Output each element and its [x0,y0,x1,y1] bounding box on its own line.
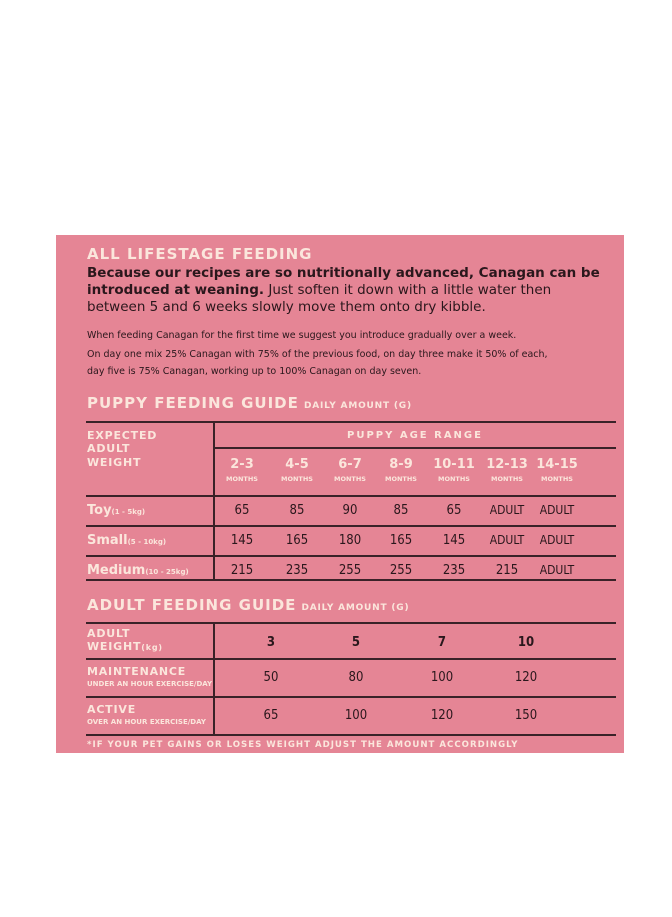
table-cell: 145 [230,533,254,548]
table-cell: 65 [234,503,250,518]
row-label-medium [87,563,189,578]
adult-weight-unit: (kg) [141,643,163,652]
months-label-4: MONTHS [385,475,417,483]
table-cell: 215 [495,563,519,578]
table-cell: 150 [514,708,538,723]
adult-weight-label-1: ADULT [87,627,131,640]
puppy-table-top-rule [86,421,616,423]
adult-weight-label-2-text: WEIGHT [87,640,142,653]
table-cell: 100 [430,670,454,685]
table-cell: 80 [348,670,364,685]
expected-label: EXPECTED [87,429,158,442]
row-label-toy [87,503,145,518]
age-col-5: 10-11 [433,457,475,472]
active-note: OVER AN HOUR EXERCISE/DAY [87,718,206,726]
maintenance-note: UNDER AN HOUR EXERCISE/DAY [87,680,213,688]
intro-small-1: When feeding Canagan for the first time we suggest you introduce gradually over a week. [87,330,517,341]
table-cell: 165 [389,533,413,548]
row-range-medium: (10 - 25kg) [145,568,189,576]
age-col-4: 8-9 [389,457,413,472]
table-cell: 165 [285,533,309,548]
puppy-heading-row [87,393,412,412]
intro-line-2 [87,282,551,299]
intro-small-3: day five is 75% Canagan, working up to 100% Canagan on day seven. [87,366,422,377]
table-cell: 120 [514,670,538,685]
months-label-5: MONTHS [438,475,470,483]
maintenance-label: MAINTENANCE [87,665,187,678]
weight-col-3: 7 [437,635,447,650]
puppy-age-rule [213,447,616,449]
adult-row-rule-1 [86,658,616,660]
intro-line-2-rest: Just soften it down with a little water then [264,282,552,298]
row-range-small: (5 - 10kg) [127,538,167,546]
adult-label: ADULT [87,442,131,455]
table-cell: 255 [338,563,362,578]
footnote: *IF YOUR PET GAINS OR LOSES WEIGHT ADJUST THE AMOUNT ACCORDINGLY [87,740,519,750]
age-col-1: 2-3 [230,457,254,472]
intro-line-2-bold: introduced at weaning. [87,282,265,298]
adult-table-top-rule [86,622,616,624]
weight-col-4: 10 [517,635,535,650]
weight-col-2: 5 [351,635,361,650]
table-cell: 235 [285,563,309,578]
row-range-toy: (1 - 5kg) [111,508,146,516]
puppy-header-rule [86,495,616,497]
age-col-2: 4-5 [285,457,309,472]
intro-line-3: between 5 and 6 weeks slowly move them onto dry kibble. [87,299,486,315]
adult-heading: ADULT FEEDING GUIDE [87,596,297,614]
intro-small-2: On day one mix 25% Canagan with 75% of the previous food, on day three make it 50% of each, [87,349,548,360]
age-col-7: 14-15 [536,457,578,472]
row-name-small: Small [87,533,128,548]
adult-table-bottom-rule [86,734,616,736]
puppy-table-bottom-rule [86,579,616,581]
puppy-heading: PUPPY FEEDING GUIDE [87,394,299,412]
months-label-1: MONTHS [226,475,258,483]
table-cell: ADULT [489,503,525,517]
age-col-6: 12-13 [486,457,528,472]
weight-col-1: 3 [266,635,276,650]
months-label-2: MONTHS [281,475,313,483]
weight-label: WEIGHT [87,456,142,469]
adult-subheading: DAILY AMOUNT (G) [301,603,410,613]
table-cell: 255 [389,563,413,578]
feeding-guide-panel [56,235,624,753]
table-cell: 85 [393,503,409,518]
adult-table-divider [213,622,215,735]
row-name-medium: Medium [87,563,146,578]
table-cell: ADULT [489,533,525,547]
adult-weight-label-2 [87,641,163,653]
active-label: ACTIVE [87,703,137,716]
table-cell: 215 [230,563,254,578]
row-label-small [87,533,166,548]
table-cell: 145 [442,533,466,548]
table-cell: 100 [344,708,368,723]
puppy-row-rule-1 [86,525,616,527]
table-cell: ADULT [539,563,575,577]
table-cell: 235 [442,563,466,578]
age-col-3: 6-7 [338,457,362,472]
puppy-subheading: DAILY AMOUNT (G) [303,401,412,411]
months-label-7: MONTHS [541,475,573,483]
table-cell: 180 [338,533,362,548]
table-cell: 120 [430,708,454,723]
age-range-label: PUPPY AGE RANGE [347,430,483,441]
table-cell: 50 [263,670,279,685]
months-label-6: MONTHS [491,475,523,483]
lifestage-heading: ALL LIFESTAGE FEEDING [87,245,313,263]
intro-line-1: Because our recipes are so nutritionally advanced, Canagan can be [87,265,600,281]
puppy-row-rule-2 [86,555,616,557]
adult-heading-row [87,595,409,614]
row-name-toy: Toy [87,503,112,518]
months-label-3: MONTHS [334,475,366,483]
table-cell: ADULT [539,533,575,547]
table-cell: ADULT [539,503,575,517]
adult-row-rule-2 [86,696,616,698]
table-cell: 65 [446,503,462,518]
table-cell: 90 [342,503,358,518]
table-cell: 85 [289,503,305,518]
table-cell: 65 [263,708,279,723]
